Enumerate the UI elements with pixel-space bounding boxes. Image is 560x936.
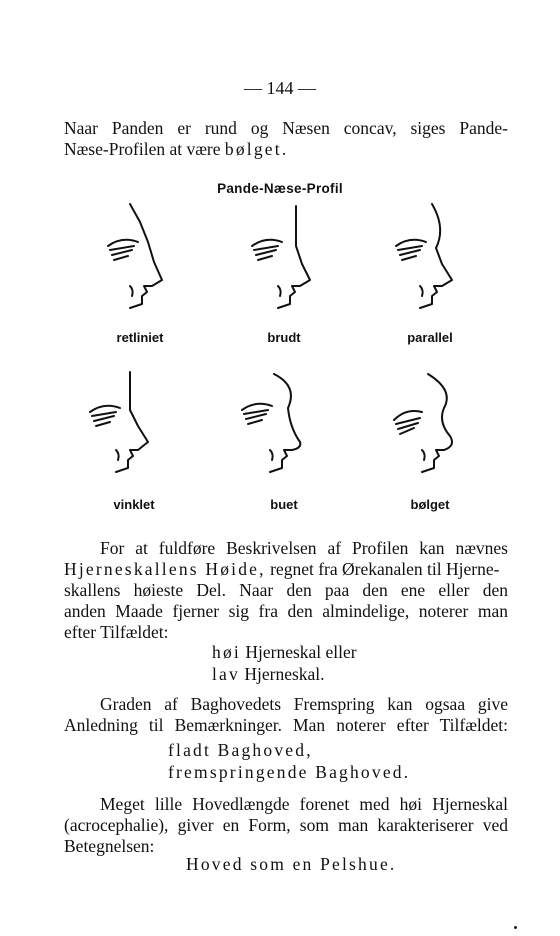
profile-drawing-vinklet <box>84 368 184 488</box>
para3-line-3: Betegnelsen: <box>64 836 155 856</box>
list1-item-hoei: høi Hjerneskal eller <box>212 642 357 662</box>
list2-item-fladt: fladt Baghoved, <box>168 740 313 760</box>
profile-drawing-boelget <box>380 368 480 488</box>
para1-line-4: anden Maade fjerner sig fra den almindelige, noterer man <box>64 601 508 621</box>
emphasis-hoei: høi <box>212 642 241 662</box>
para3-line-1: Meget lille Hovedlængde forenet med høi Hjerneskal <box>100 794 508 814</box>
page-speck <box>514 926 517 929</box>
list1-item-lav: lav Hjerneskal. <box>212 664 325 684</box>
para2-line-1: Graden af Baghovedets Fremspring kan ogsaa give <box>100 694 508 714</box>
para2-line-2: Anledning til Bemærkninger. Man noterer efter Tilfældet: <box>64 715 508 735</box>
caption-brudt: brudt <box>267 330 301 345</box>
emphasis-lav: lav <box>212 664 240 684</box>
para3-line-2: (acrocephalie), giver en Form, som man karakteriserer ved <box>64 815 508 835</box>
figure-title: Pande-Næse-Profil <box>217 181 343 196</box>
caption-vinklet: vinklet <box>113 497 155 512</box>
para1-line-3: skallens høieste Del. Naar den paa den ene eller den <box>64 580 508 600</box>
page-number: — 144 — <box>244 78 316 98</box>
profile-drawing-retliniet <box>92 200 192 320</box>
caption-parallel: parallel <box>407 330 453 345</box>
para1-line-2: Hjerneskallens Høide, regnet fra Ørekanalen til Hjerne- <box>64 559 500 579</box>
final-term-pelshue: Hoved som en Pelshue. <box>186 854 397 874</box>
paragraph-baghoved <box>64 694 508 736</box>
caption-buet: buet <box>270 497 298 512</box>
profile-drawing-buet <box>234 368 334 488</box>
intro-line-1: Naar Panden er rund og Næsen concav, siges Pande- <box>64 118 508 138</box>
emphasis-hjerneskallens-hoeide: Hjerneskallens Høide, <box>64 559 266 579</box>
paragraph-acrocephalie <box>64 794 508 857</box>
caption-retliniet: retliniet <box>116 330 164 345</box>
caption-boelget: bølget <box>410 497 450 512</box>
profile-drawing-parallel <box>380 200 480 320</box>
emphasis-boelget: bølget. <box>224 139 289 159</box>
intro-line-2: Næse-Profilen at være bølget. <box>64 139 289 159</box>
paragraph-hjerneskal <box>64 538 508 643</box>
list2-item-fremspringende: fremspringende Baghoved. <box>168 762 411 782</box>
intro-paragraph <box>64 118 508 160</box>
para1-line-5: efter Tilfældet: <box>64 622 169 642</box>
para1-line-1: For at fuldføre Beskrivelsen af Profilen kan nævnes <box>100 538 508 558</box>
profile-drawing-brudt <box>234 200 334 320</box>
